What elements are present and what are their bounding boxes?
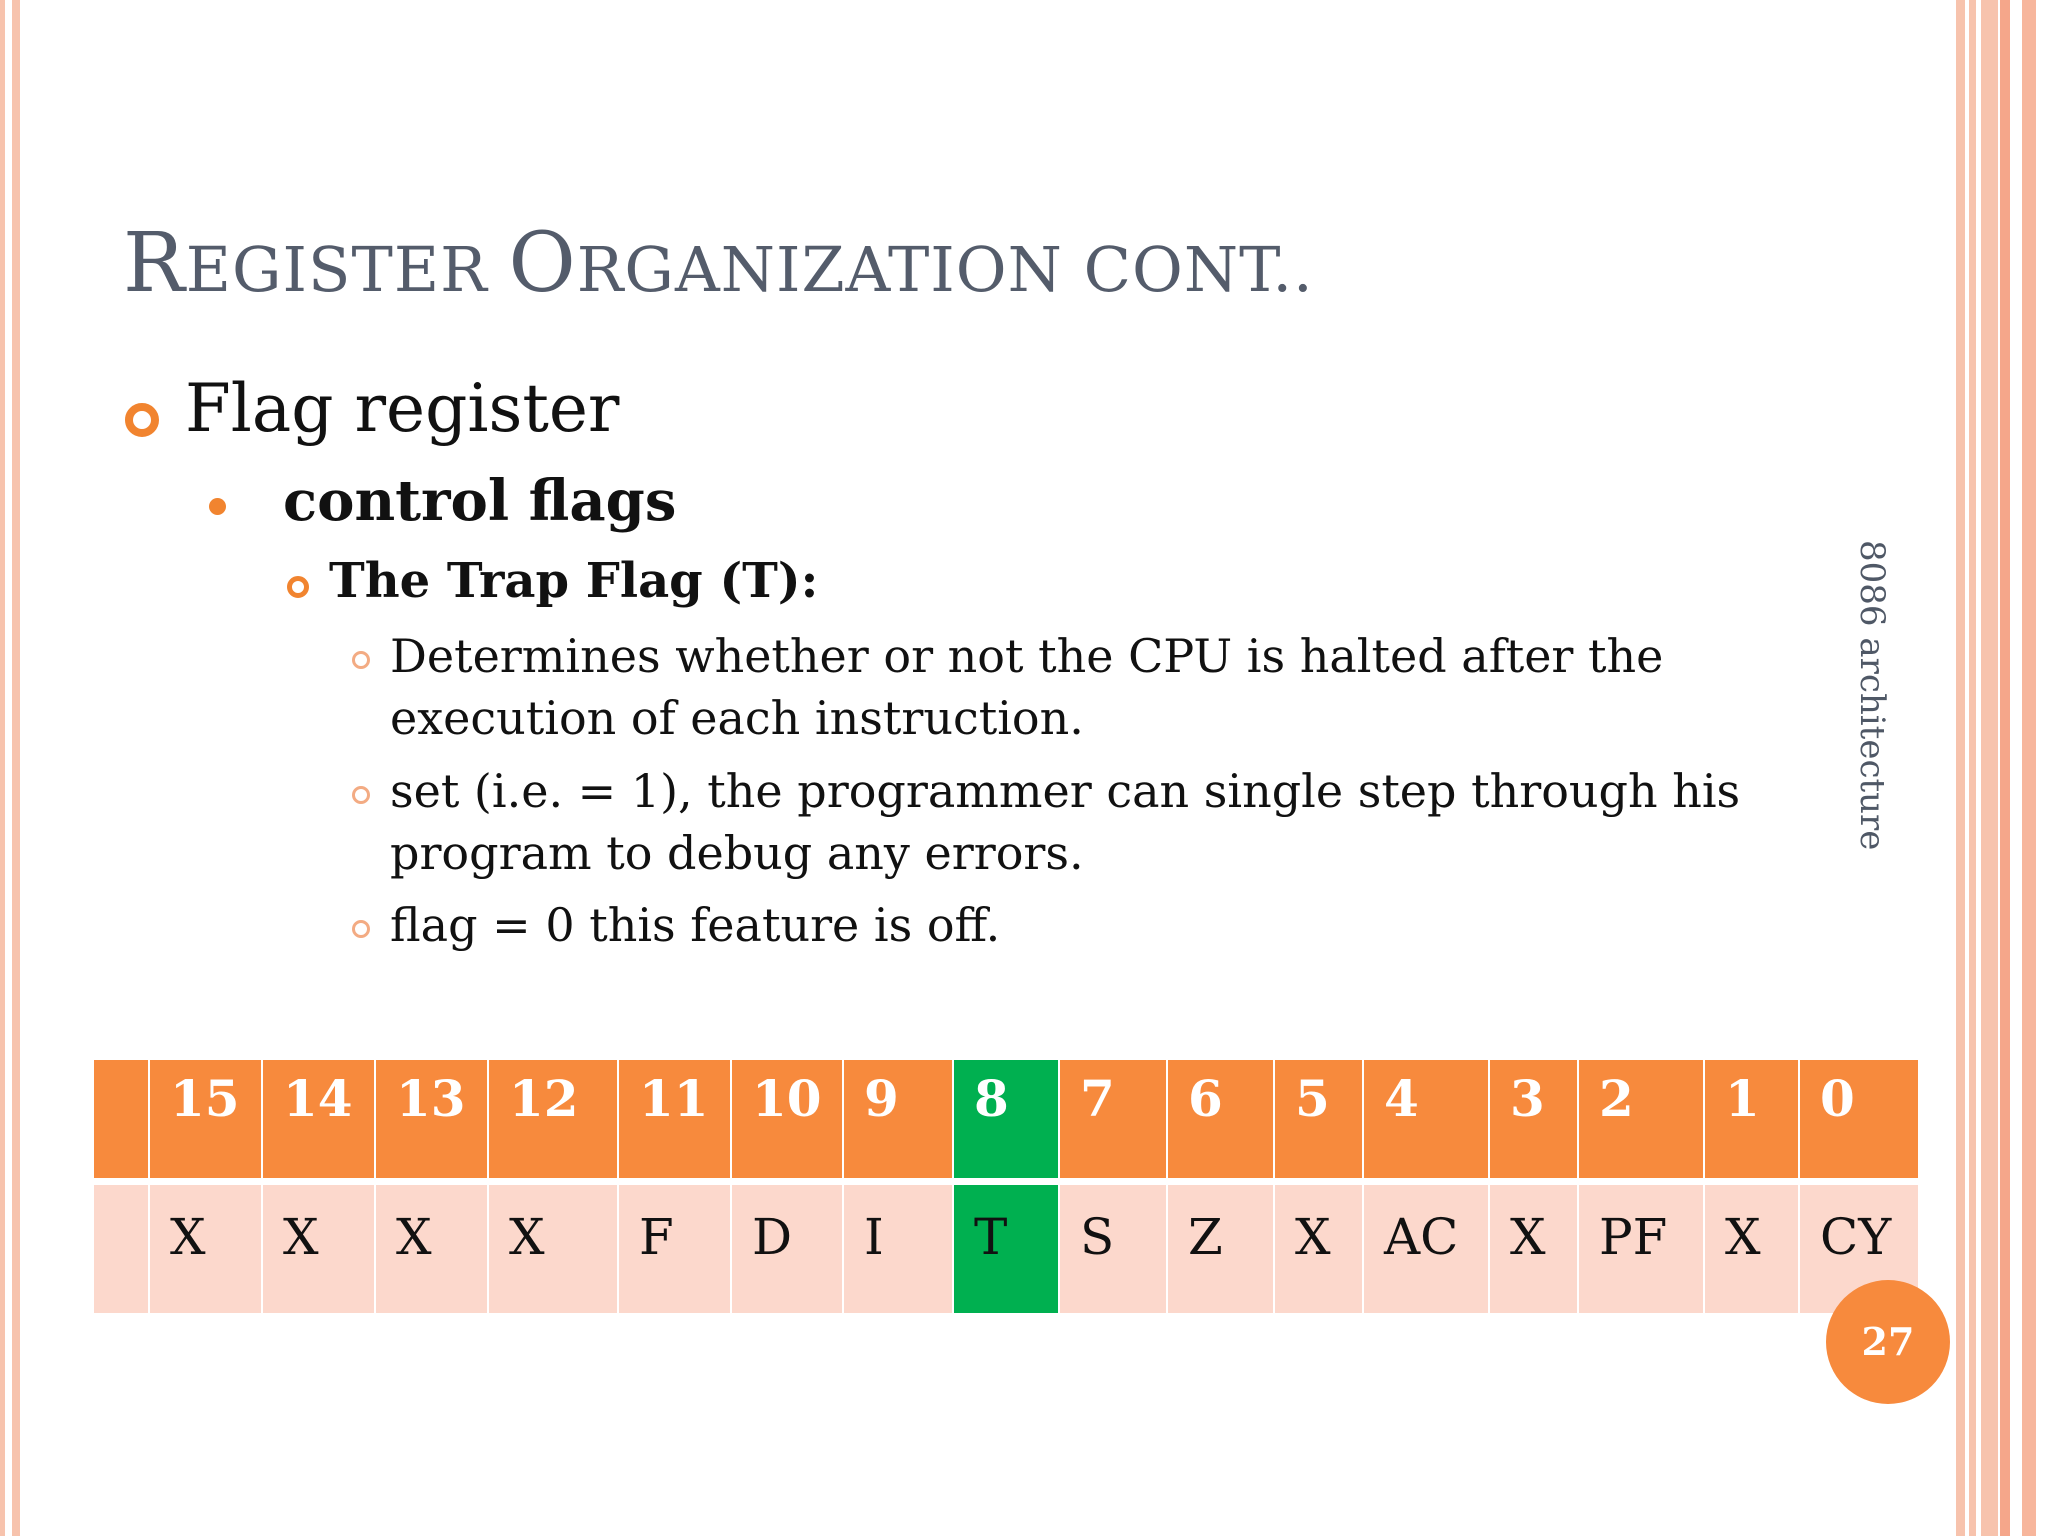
bit-number-cell: 13 — [376, 1060, 487, 1178]
bit-number-cell: 9 — [844, 1060, 952, 1178]
title-part-rganization: RGANIZATION — [576, 233, 1084, 306]
right-stripe-3 — [1981, 0, 1998, 1536]
slide-title — [123, 216, 1314, 311]
bit-number-cell: 6 — [1168, 1060, 1273, 1178]
flag-name-cell: Z — [1168, 1185, 1273, 1313]
bit-number-cell: 12 — [489, 1060, 617, 1178]
ring-bullet-icon — [287, 576, 309, 598]
title-cap-r: R — [123, 216, 186, 311]
point-2-text: set (i.e. = 1), the programmer can single step through his program to debug any errors. — [390, 764, 1741, 880]
bit-number-cell: 14 — [263, 1060, 374, 1178]
title-part-cont: CONT.. — [1083, 233, 1314, 306]
bit-number-cell — [94, 1060, 148, 1178]
flag-name-cell: X — [1275, 1185, 1362, 1313]
flag-name-cell: I — [844, 1185, 952, 1313]
bit-number-cell: 11 — [619, 1060, 730, 1178]
flag-register-table — [94, 1060, 1918, 1313]
flag-name-cell: S — [1060, 1185, 1166, 1313]
point-2 — [390, 760, 1760, 884]
bit-number-cell: 3 — [1490, 1060, 1577, 1178]
bit-number-cell: 5 — [1275, 1060, 1362, 1178]
page-number-badge: 27 — [1826, 1280, 1950, 1404]
dot-bullet-icon — [209, 498, 226, 515]
bit-number-cell: 4 — [1364, 1060, 1488, 1178]
right-stripe-2 — [1969, 0, 1976, 1536]
right-stripe-1 — [1956, 0, 1965, 1536]
flag-name-cell — [94, 1185, 148, 1313]
flag-name-cell: X — [489, 1185, 617, 1313]
bit-number-cell: 2 — [1579, 1060, 1703, 1178]
ring-bullet-icon — [125, 403, 159, 437]
flag-name-cell: PF — [1579, 1185, 1703, 1313]
title-cap-o: O — [508, 216, 577, 311]
bit-number-cell: 0 — [1800, 1060, 1918, 1178]
left-stripe-inner — [12, 0, 20, 1536]
level1-text: Flag register — [185, 370, 620, 447]
bullet-level2 — [209, 468, 676, 534]
bit-number-cell: 15 — [150, 1060, 261, 1178]
left-stripe-outer — [0, 0, 5, 1536]
bit-number-cell: 7 — [1060, 1060, 1166, 1178]
title-part-egister: EGISTER — [185, 233, 509, 306]
bullet-level1 — [125, 370, 619, 447]
bit-number-cell: 10 — [732, 1060, 842, 1178]
point-3 — [390, 894, 1760, 956]
point-1-text: Determines whether or not the CPU is halted after the execution of each instruction. — [390, 629, 1664, 745]
ring-bullet-icon — [352, 786, 370, 804]
flag-name-cell: F — [619, 1185, 730, 1313]
bullet-level3 — [287, 553, 818, 609]
point-1 — [390, 625, 1760, 749]
flag-name-cell: D — [732, 1185, 842, 1313]
side-caption: 8086 architecture — [1852, 540, 1892, 851]
point-3-text: flag = 0 this feature is off. — [390, 898, 1001, 952]
right-stripe-4 — [2000, 0, 2010, 1536]
flag-name-cell: CY — [1800, 1185, 1918, 1313]
flag-name-cell: AC — [1364, 1185, 1488, 1313]
level2-text: control flags — [283, 468, 677, 534]
ring-bullet-icon — [352, 651, 370, 669]
flag-name-cell: X — [1490, 1185, 1577, 1313]
flag-name-cell: X — [263, 1185, 374, 1313]
flag-name-cell: T — [954, 1185, 1058, 1313]
flag-name-cell: X — [1705, 1185, 1798, 1313]
bit-number-cell: 1 — [1705, 1060, 1798, 1178]
ring-bullet-icon — [352, 920, 370, 938]
flag-name-cell: X — [150, 1185, 261, 1313]
right-stripe-5 — [2022, 0, 2036, 1536]
bit-number-cell: 8 — [954, 1060, 1058, 1178]
level3-text: The Trap Flag (T): — [329, 553, 819, 609]
flag-name-cell: X — [376, 1185, 487, 1313]
